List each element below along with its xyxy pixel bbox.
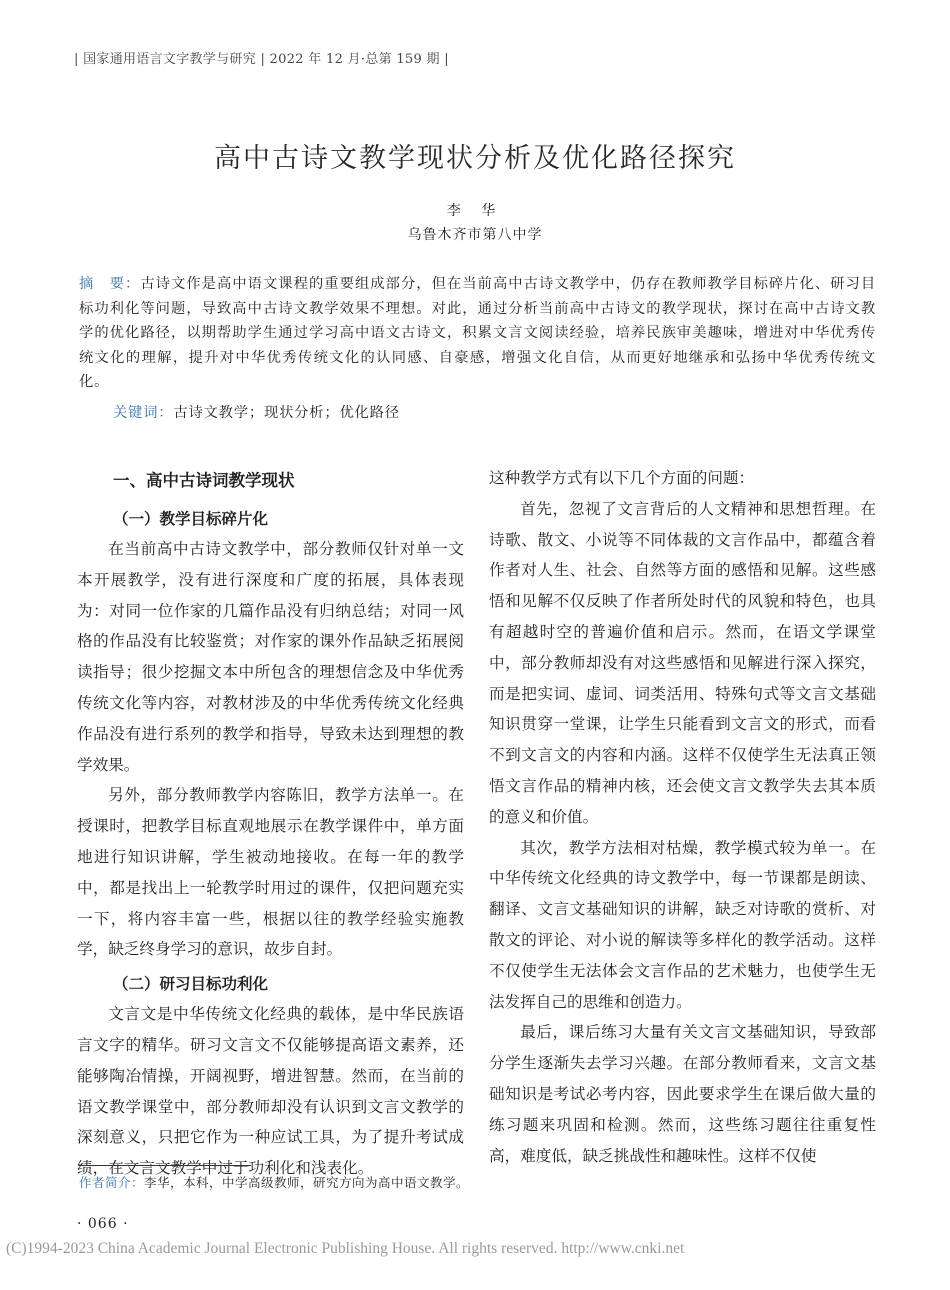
footnote-label: 作者简介： <box>79 1175 145 1190</box>
keywords <box>113 402 400 422</box>
paragraph: 文言文是中华传统文化经典的载体，是中华民族语言文字的精华。研习文言文不仅能够提高语文素养，还能够陶冶情操，开阔视野，增进智慧。然而，在当前的语文教学课堂中，部分教师却没有认识到文言文教学的深刻意义，只把它作为一种应试工具，为了提升考试成绩，在文言文教学中过于功利化和浅表化。 <box>77 1005 464 1178</box>
footnote-text: 李华，本科，中学高级教师，研究方向为高中语文教学。 <box>144 1175 470 1190</box>
keywords-text: 古诗文教学；现状分析；优化路径 <box>173 405 400 421</box>
footnote-divider <box>79 1165 251 1166</box>
abstract-label: 摘 要： <box>79 276 141 292</box>
body-column-right <box>489 463 876 1171</box>
paragraph: 这种教学方式有以下几个方面的问题： <box>489 469 755 487</box>
body-column-left <box>77 462 464 1184</box>
paragraph: 其次，教学方法相对枯燥，教学模式较为单一。在中华传统文化经典的诗文教学中，每一节课都是朗读、翻译、文言文基础知识的讲解，缺乏对诗歌的赏析、对散文的评论、对小说的解读等多样化的教学活动。这样不仅使学生无法体会文言作品的艺术魅力，也使学生无法发挥自己的思维和创造力。 <box>489 838 876 1011</box>
paragraph: 另外，部分教师教学内容陈旧，教学方法单一。在授课时，把教学目标直观地展示在教学课件中，单方面地进行知识讲解，学生被动地接收。在每一年的教学中，都是找出上一轮教学时用过的课件，仅把问题充实一下，将内容丰富一些，根据以往的教学经验实施教学，缺乏终身学习的意识，故步自封。 <box>77 786 464 959</box>
section-heading: 一、高中古诗词教学现状 <box>113 471 295 490</box>
article-title: 高中古诗文教学现状分析及优化路径探究 <box>214 143 736 174</box>
author-footnote <box>79 1173 469 1191</box>
copyright-watermark: (C)1994-2023 China Academic Journal Electronic Publishing House. All rights reserved. http://www.cnki.net <box>6 1240 685 1257</box>
author-affiliation: 乌鲁木齐市第八中学 <box>407 227 543 243</box>
subsection-heading: （一）教学目标碎片化 <box>113 510 269 528</box>
abstract <box>79 272 876 395</box>
keywords-label: 关键词： <box>113 405 174 421</box>
abstract-text: 古诗文作是高中语文课程的重要组成部分，但在当前高中古诗文教学中，仍存在教师教学目标碎片化、研习目标功利化等问题，导致高中古诗文教学效果不理想。对此，通过分析当前高中古诗文的教学现状，探讨在高中古诗文教学的优化路径，以期帮助学生通过学习高中语文古诗文，积累文言文阅读经验，培养民族审美趣味，增进对中华优秀传统文化的理解，提升对中华优秀传统文化的认同感、自豪感，增强文化自信，从而更好地继承和弘扬中华优秀传统文化。 <box>79 276 876 390</box>
running-header: | 国家通用语言文字教学与研究 | 2022 年 12 月·总第 159 期 | <box>74 52 449 67</box>
subsection-heading: （二）研习目标功利化 <box>113 975 269 994</box>
author-name: 李 华 <box>446 203 504 219</box>
page-number: · 066 · <box>77 1216 129 1232</box>
paragraph: 最后，课后练习大量有关文言文基础知识，导致部分学生逐渐失去学习兴趣。在部分教师看来，文言文基础知识是考试必考内容，因此要求学生在课后做大量的练习题来巩固和检测。然而，这些练习题往往重复性高，难度低，缺乏挑战性和趣味性。这样不仅使 <box>489 1023 876 1165</box>
paragraph: 在当前高中古诗文教学中，部分教师仅针对单一文本开展教学，没有进行深度和广度的拓展，具体表现为：对同一位作家的几篇作品没有归纳总结；对同一风格的作品没有比较鉴赏；对作家的课外作品缺乏拓展阅读指导；很少挖掘文本中所包含的理想信念及中华优秀传统文化等内容，对教材涉及的中华优秀传统文化经典作品没有进行系列的教学和指导，导致未达到理想的教学效果。 <box>77 540 464 774</box>
paragraph: 首先，忽视了文言背后的人文精神和思想哲理。在诗歌、散文、小说等不同体裁的文言作品中，都蕴含着作者对人生、社会、自然等方面的感悟和见解。这些感悟和见解不仅反映了作者所处时代的风貌和特色，也具有超越时空的普遍价值和启示。然而，在语文学课堂中，部分教师却没有对这些感悟和见解进行深入探究，而是把实词、虚词、词类活用、特殊句式等文言文基础知识贯穿一堂课，让学生只能看到文言文的形式，而看不到文言文的内容和内涵。这样不仅使学生无法真正领悟文言作品的精神内核，还会使文言文教学失去其本质的意义和价值。 <box>489 499 876 826</box>
